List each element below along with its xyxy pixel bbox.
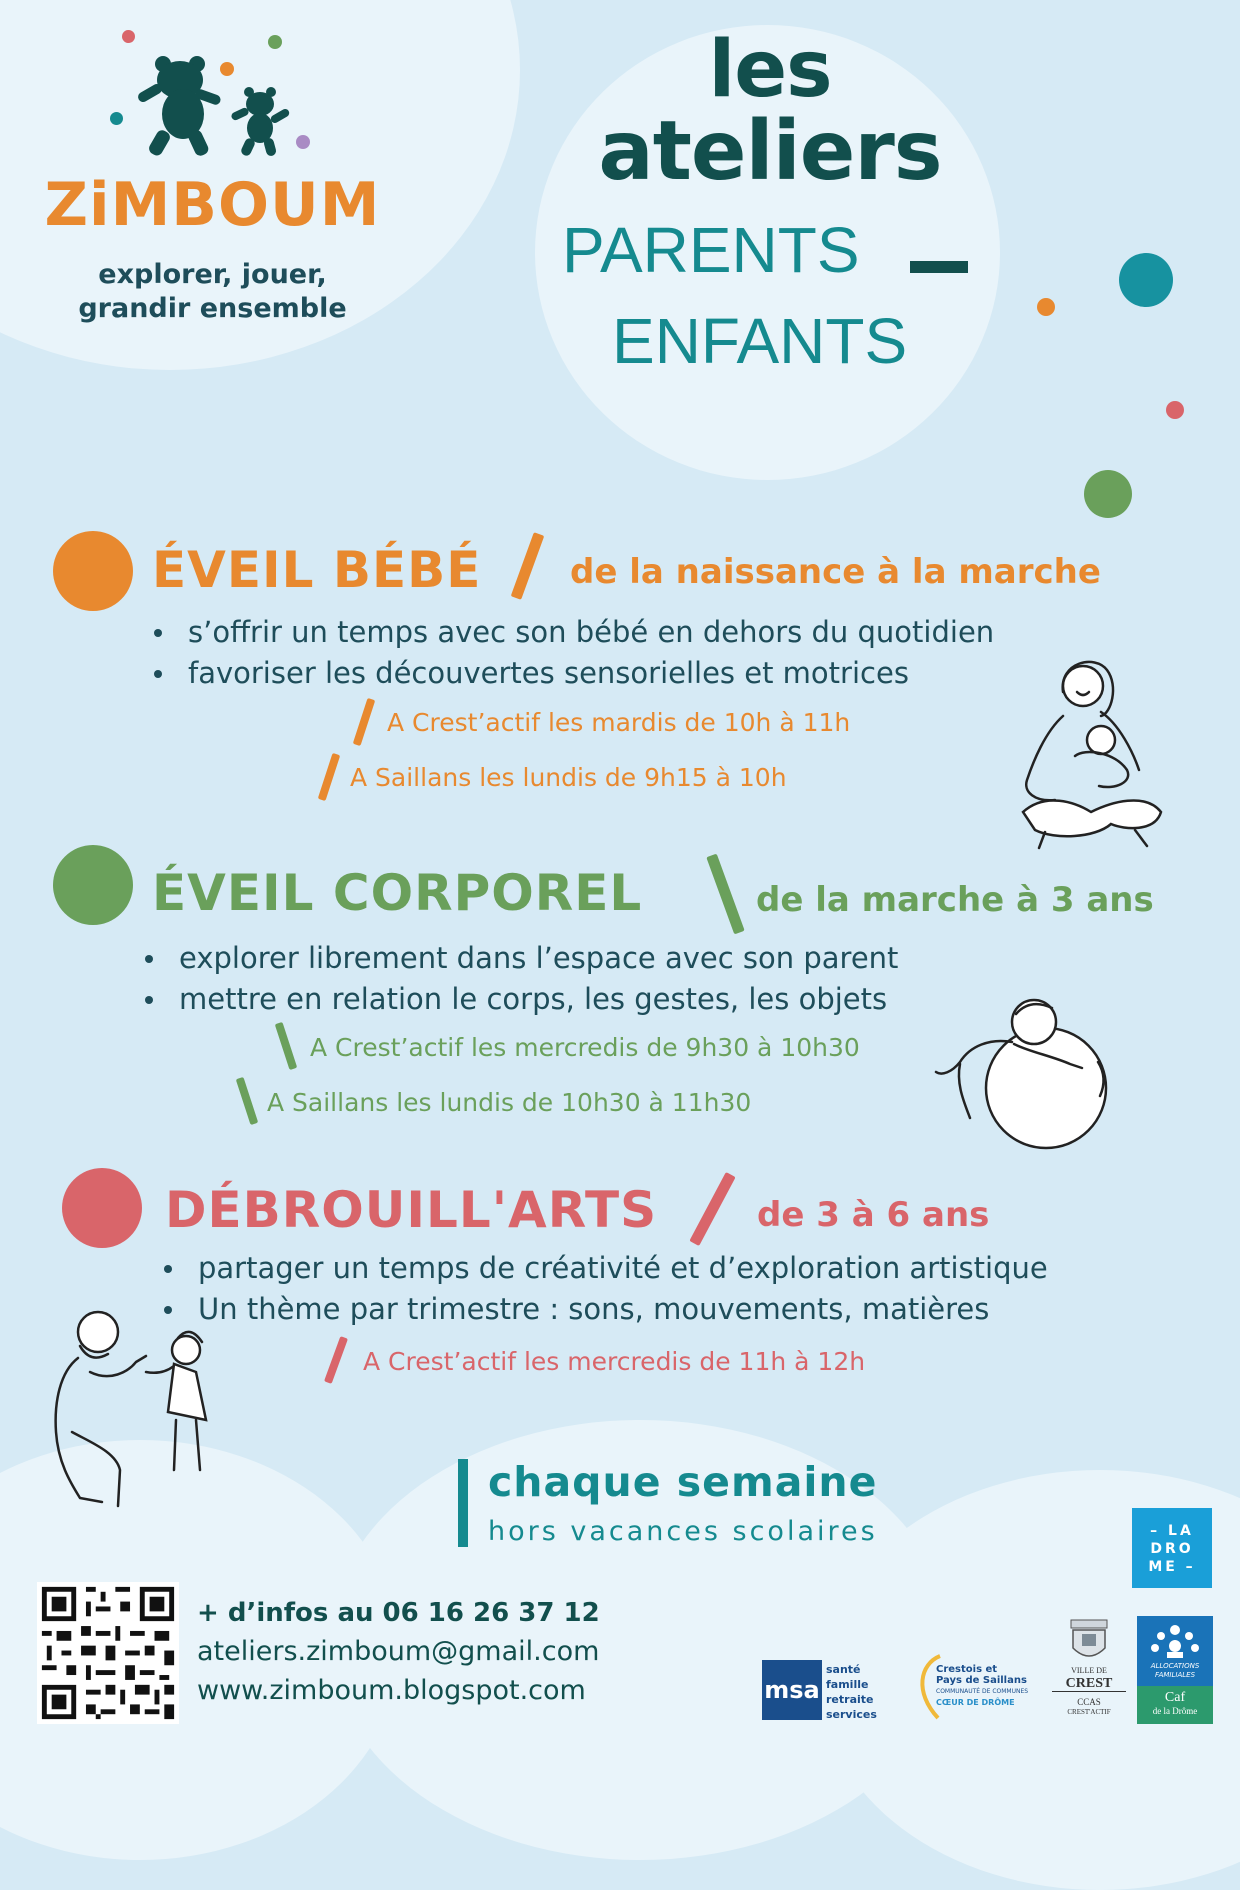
section-title: DÉBROUILL'ARTS: [165, 1181, 658, 1239]
section-title: ÉVEIL BÉBÉ: [152, 541, 482, 599]
caf-family-icon: [1137, 1622, 1213, 1662]
section-bullets: [160, 1248, 1048, 1330]
crest-line: CREST'ACTIF: [1067, 1708, 1111, 1716]
section-dot-red: [62, 1168, 142, 1248]
schedule-line: A Crest’actif les mardis de 10h à 11h: [387, 708, 851, 737]
crest-line: VILLE DE: [1071, 1666, 1107, 1675]
schedule-line: A Crest’actif les mercredis de 11h à 12h: [363, 1347, 866, 1376]
child-ball-illustration: [930, 992, 1120, 1152]
confetti-dot: [110, 112, 123, 125]
msa-line: services: [826, 1708, 877, 1721]
caf-line: FAMILIALES: [1154, 1671, 1196, 1679]
ccrps-line: COMMUNAUTÉ DE COMMUNES: [936, 1688, 1029, 1695]
bullet-item: Un thème par trimestre : sons, mouvements, matières: [160, 1289, 1048, 1330]
caf-line: Caf: [1164, 1690, 1186, 1705]
confetti-dot: [122, 30, 135, 43]
frequency-bar: [458, 1459, 468, 1547]
section-bullets: [150, 612, 994, 694]
bullet-item: favoriser les découvertes sensorielles et motrices: [150, 653, 994, 694]
title-parents: PARENTS: [562, 214, 860, 286]
crest-logo: [1052, 1666, 1126, 1717]
slash-divider: [689, 1172, 735, 1246]
section-bullets: [141, 938, 898, 1020]
drome-line: DRO: [1150, 1541, 1194, 1557]
msa-line: retraite: [826, 1693, 874, 1706]
frequency-subtitle: hors vacances scolaires: [488, 1516, 878, 1547]
msa-line: santé: [826, 1663, 861, 1676]
title-ateliers: ateliers: [598, 104, 942, 199]
mother-baby-illustration: [1015, 652, 1167, 850]
msa-logo: msa: [762, 1660, 822, 1720]
title-les: les: [708, 25, 832, 115]
schedule-slash: [353, 698, 375, 746]
decorative-dot: [1119, 253, 1173, 307]
crest-line: CREST: [1052, 1676, 1126, 1692]
caf-logo: [1137, 1616, 1213, 1724]
logo-tagline: [40, 258, 385, 326]
parent-child-illustration: [50, 1302, 225, 1517]
crest-coat-of-arms-icon: [1067, 1618, 1111, 1664]
caf-line: ALLOCATIONS: [1150, 1662, 1200, 1670]
crest-line: CCAS: [1077, 1697, 1101, 1707]
schedule-slash: [236, 1077, 258, 1125]
logo-name: ZiMBOUM: [44, 170, 381, 240]
la-drome-logo: [1132, 1508, 1212, 1588]
schedule-line: A Saillans les lundis de 10h30 à 11h30: [267, 1088, 752, 1117]
msa-tagline: [826, 1662, 877, 1722]
ccrps-line: Pays de Saillans: [936, 1675, 1027, 1686]
ccrps-logo: [936, 1664, 1028, 1708]
decorative-dot: [1037, 298, 1055, 316]
schedule-slash: [275, 1022, 297, 1070]
schedule-slash: [324, 1336, 348, 1384]
bullet-item: mettre en relation le corps, les gestes, les objets: [141, 979, 898, 1020]
schedule-line: A Saillans les lundis de 9h15 à 10h: [350, 763, 787, 792]
decorative-dot: [1084, 470, 1132, 518]
bears-logo-icon: [135, 52, 295, 157]
schedule-slash: [318, 753, 340, 801]
ccrps-line: Crestois et: [936, 1664, 998, 1675]
section-dot-orange: [53, 531, 133, 611]
section-dot-green: [53, 845, 133, 925]
contact-website[interactable]: www.zimboum.blogspot.com: [197, 1675, 586, 1706]
msa-line: famille: [826, 1678, 869, 1691]
title-enfants: ENFANTS: [612, 305, 908, 377]
drome-line: – LA: [1150, 1523, 1194, 1539]
frequency-title: chaque semaine: [488, 1458, 878, 1506]
bullet-item: s’offrir un temps avec son bébé en dehors du quotidien: [150, 612, 994, 653]
decorative-dot: [1166, 401, 1184, 419]
schedule-line: A Crest’actif les mercredis de 9h30 à 10h30: [310, 1033, 860, 1062]
section-age: de 3 à 6 ans: [757, 1195, 990, 1235]
drome-line: ME –: [1148, 1559, 1196, 1575]
slash-divider: [706, 854, 744, 935]
title-dash: [910, 261, 968, 273]
tagline-line: explorer, jouer,: [98, 259, 327, 290]
ccrps-line: CŒUR DE DRÔME: [936, 1698, 1015, 1707]
bullet-item: explorer librement dans l’espace avec son parent: [141, 938, 898, 979]
section-age: de la naissance à la marche: [570, 552, 1101, 592]
section-age: de la marche à 3 ans: [756, 880, 1154, 920]
contact-email[interactable]: ateliers.zimboum@gmail.com: [197, 1636, 600, 1667]
section-title: ÉVEIL CORPOREL: [152, 864, 643, 922]
contact-phone: + d’infos au 06 16 26 37 12: [197, 1598, 600, 1628]
slash-divider: [511, 532, 545, 600]
qr-code[interactable]: [37, 1582, 179, 1724]
tagline-line: grandir ensemble: [78, 293, 347, 324]
caf-line: de la Drôme: [1152, 1706, 1198, 1716]
bullet-item: partager un temps de créativité et d’exploration artistique: [160, 1248, 1048, 1289]
confetti-dot: [296, 135, 310, 149]
confetti-dot: [268, 35, 282, 49]
